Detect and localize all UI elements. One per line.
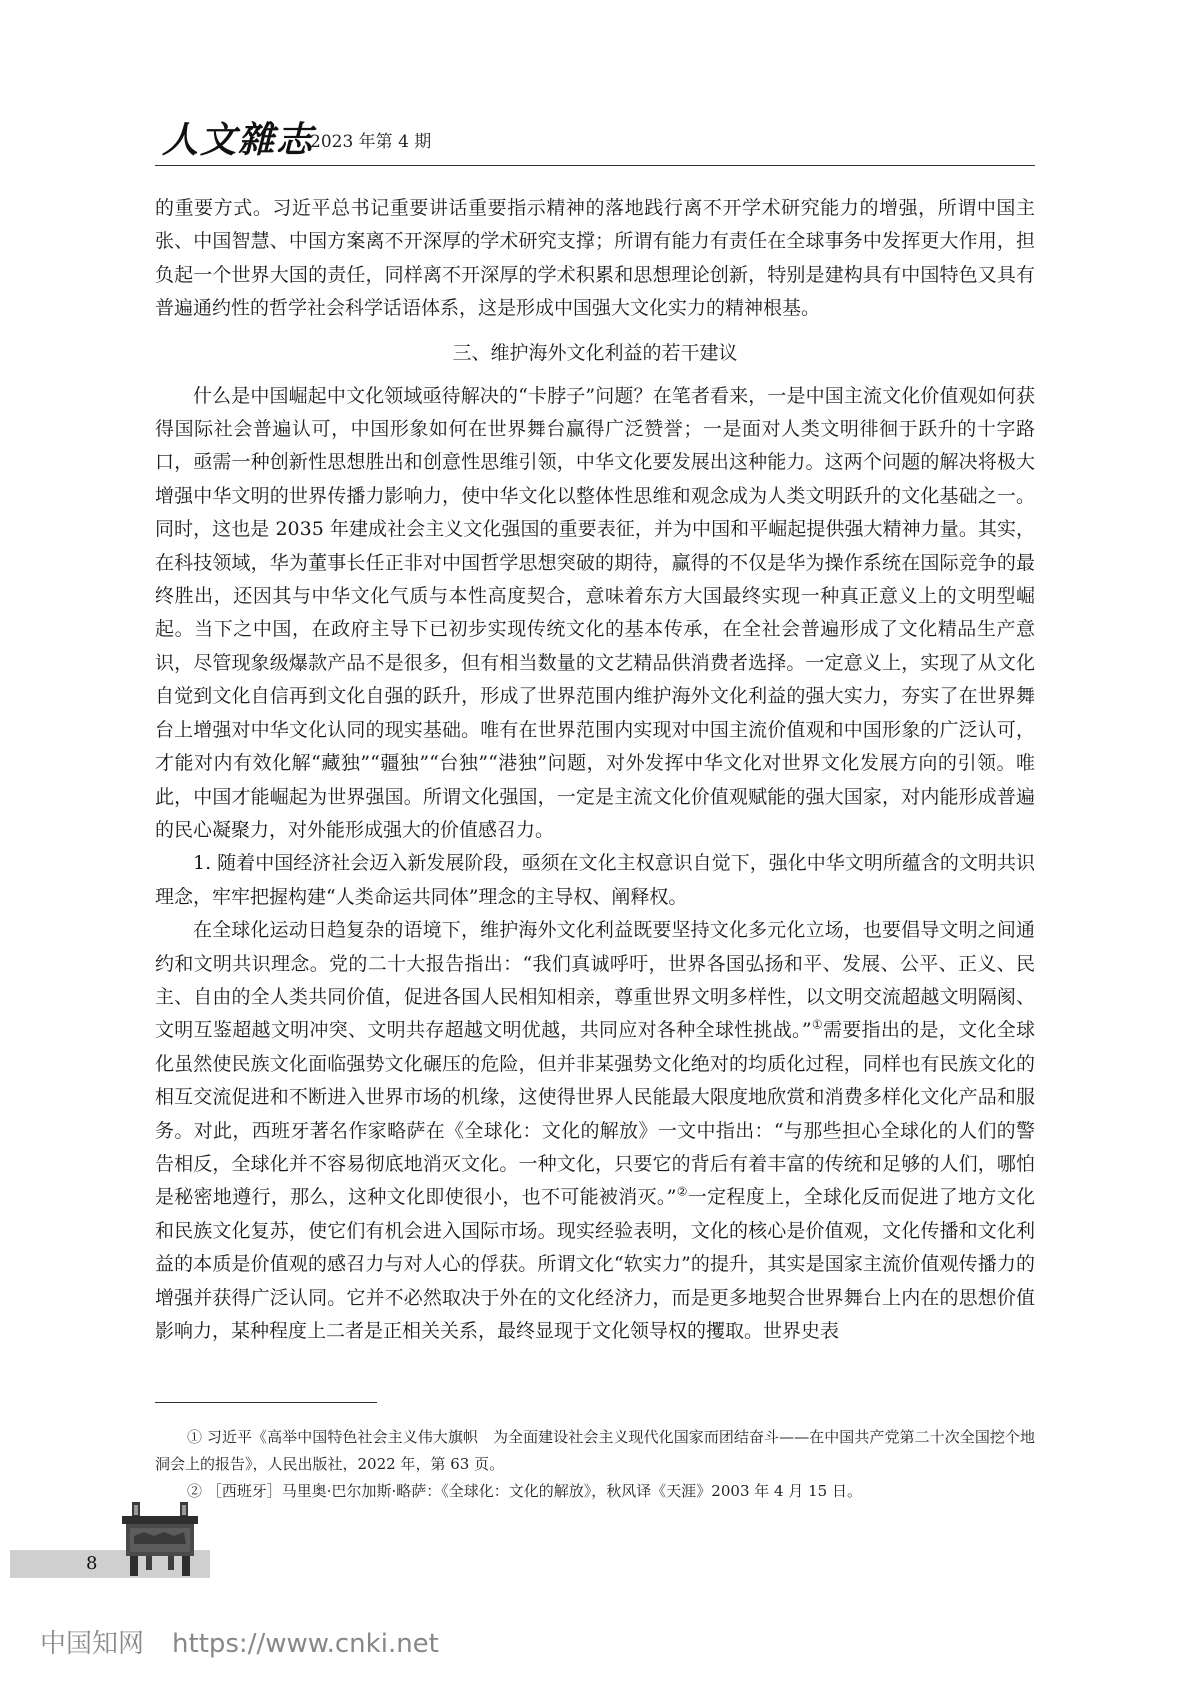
journal-logo: 人文雜志 [162, 119, 315, 161]
footnote-divider [155, 1402, 377, 1403]
cnki-watermark [40, 1628, 439, 1660]
footnote-ref-2[interactable]: ② [676, 1185, 688, 1200]
paragraph: 的重要方式。习近平总书记重要讲话重要指示精神的落地践行离不开学术研究能力的增强，所谓中国主张、中国智慧、中国方案离不开深厚的学术研究支撑；所谓有能力有责任在全球事务中发挥更大作用，担负起一个世界大国的责任，同样离不开深厚的学术积累和思想理论创新，特别是建构具有中国特色又具有普遍通约性的哲学社会科学话语体系，这是形成中国强大文化实力的精神根基。 [155, 197, 1035, 320]
footnote-ref-1[interactable]: ① [811, 1018, 823, 1033]
watermark-url: https://www.cnki.net [172, 1629, 439, 1659]
paragraph [155, 914, 1035, 1348]
text-run: 一定程度上，全球化反而促进了地方文化和民族文化复苏，使它们有机会进入国际市场。现实经验表明，文化的核心是价值观，文化传播和文化利益的本质是价值观的感召力与对人心的俘获。所谓文化“软实力”的提升，其实是国家主流价值观传播力的增强并获得广泛认同。它并不必然取决于外在的文化经济力，而是更多地契合世界舞台上内在的思想价值影响力，某种程度上二者是正相关关系，最终显现于文化领导权的攫取。世界史表 [155, 1186, 1035, 1342]
footnote-2: ② ［西班牙］马里奥·巴尔加斯·略萨：《全球化：文化的解放》，秋风译《天涯》2003 年 4 月 15 日。 [187, 1482, 862, 1500]
footnote-1: ① 习近平《高举中国特色社会主义伟大旗帜 为全面建设社会主义现代化国家而团结奋斗——在中国共产党第二十次全国挖个地洞会上的报告》，人民出版社，2022 年，第 63 页。 [155, 1428, 1035, 1473]
paragraph: 什么是中国崛起中文化领域亟待解决的“卡脖子”问题？在笔者看来，一是中国主流文化价值观如何获得国际社会普遍认可，中国形象如何在世界舞台赢得广泛赞誉；一是面对人类文明徘徊于跃升的十字路口，亟需一种创新性思想胜出和创意性思维引领，中华文化要发展出这种能力。这两个问题的解决将极大增强中华文明的世界传播力影响力，使中华文化以整体性思维和观念成为人类文明跃升的文化基础之一。同时，这也是 2035 年建成社会主义文化强国的重要表征，并为中国和平崛起提供强大精神力量。其实，在科技领域，华为董事长任正非对中国哲学思想突破的期待，赢得的不仅是华为操作系统在国际竞争的最终胜出，还因其与中华文化气质与本性高度契合，意味着东方大国最终实现一种真正意义上的文明型崛起。当下之中国，在政府主导下已初步实现传统文化的基本传承，在全社会普遍形成了文化精品生产意识，尽管现象级爆款产品不是很多，但有相当数量的文艺精品供消费者选择。一定意义上，实现了从文化自觉到文化自信再到文化自强的跃升，形成了世界范围内维护海外文化利益的强大实力，夯实了在世界舞台上增强对中华文化认同的现实基础。唯有在世界范围内实现对中国主流价值观和中国形象的广泛认可，才能对内有效化解“藏独”“疆独”“台独”“港独”问题，对外发挥中华文化对世界文化发展方向的引领。唯此，中国才能崛起为世界强国。所谓文化强国，一定是主流文化价值观赋能的强大国家，对内能形成普遍的民心凝聚力，对外能形成强大的价值感召力。 [155, 384, 1035, 841]
article-body [155, 192, 1035, 1348]
bronze-ding-icon [112, 1500, 208, 1580]
watermark-site-name: 中国知网 [40, 1629, 145, 1659]
page-number: 8 [86, 1553, 98, 1574]
running-header [162, 118, 1030, 162]
paragraph: 1. 随着中国经济社会迈入新发展阶段，亟须在文化主权意识自觉下，强化中华文明所蕴含的文明共识理念，牢牢把握构建“人类命运共同体”理念的主导权、阐释权。 [155, 852, 1035, 908]
text-run: 需要指出的是，文化全球化虽然使民族文化面临强势文化碾压的危险，但并非某强势文化绝对的均质化过程，同样也有民族文化的相互交流促进和不断进入世界市场的机缘，这使得世界人民能最大限度地欣赏和消费多样化文化产品和服务。对此，西班牙著名作家略萨在《全球化：文化的解放》一文中指出：“与那些担心全球化的人们的警告相反，全球化并不容易彻底地消灭文化。一种文化，只要它的背后有着丰富的传统和足够的人们，哪怕是秘密地遵行，那么，这种文化即使很小，也不可能被消灭。” [155, 1019, 1035, 1209]
header-divider [155, 165, 1035, 166]
issue-label: 2023 年第 4 期 [310, 132, 432, 152]
footnotes [155, 1424, 1035, 1505]
text-run: 在全球化运动日趋复杂的语境下，维护海外文化利益既要坚持文化多元化立场，也要倡导文明之间通约和文明共识理念。党的二十大报告指出：“我们真诚呼吁，世界各国弘扬和平、发展、公平、正义、民主、自由的全人类共同价值，促进各国人民相知相亲，尊重世界文明多样性，以文明交流超越文明隔阂、文明互鉴超越文明冲突、文明共存超越文明优越，共同应对各种全球性挑战。” [155, 919, 1035, 1042]
section-heading: 三、维护海外文化利益的若干建议 [452, 341, 738, 364]
